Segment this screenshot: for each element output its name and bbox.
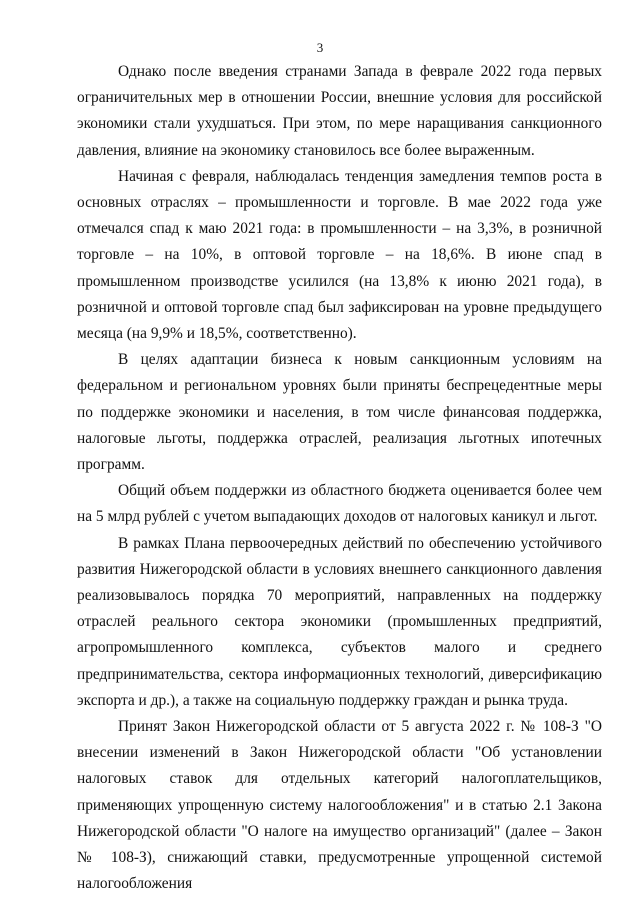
page-number: 3 — [316, 40, 324, 55]
paragraph-growth-slowdown: Начиная с февраля, наблюдалась тенденция замедления темпов роста в основных отраслях – промышленности и торговле. В мае 2022 года уже отмечался спад к маю 2021 года: в промышленности – на 3,3%, в розничной торговле – на 10%, в оптовой торговле – на 18,6%. В июне спад в промышленном производстве усилился (на 13,8% к июню 2021 года), в розничной и оптовой торговле спад был зафиксирован на уровне предыдущего месяца (на 9,9% и 18,5%, соответственно). — [77, 167, 602, 343]
paragraph-action-plan: В рамках Плана первоочередных действий по обеспечению устойчивого развития Нижегородской области в условиях внешнего санкционного давления реализовывалось порядка 70 мероприятий, направленных на поддержку отраслей реального сектора экономики (промышленных предприятий, агропромышленного комплекса, субъектов малого и среднего предпринимательства, сектора информационных технологий, диверсификацию экспорта и др.), а также на социальную поддержку граждан и рынка труда. — [77, 534, 602, 709]
document-body — [77, 59, 602, 898]
paragraph-support-measures: В целях адаптации бизнеса к новым санкционным условиям на федеральном и региональном уровнях были приняты беспрецедентные меры по поддержке экономики и населения, в том числе финансовая поддержка, налоговые льготы, поддержка отраслей, реализация льготных ипотечных программ. — [77, 351, 602, 474]
paragraph-regional-budget: Общий объем поддержки из областного бюджета оценивается более чем на 5 млрд рублей с учетом выпадающих доходов от налоговых каникул и льгот. — [77, 482, 602, 526]
paragraph-sanctions-intro: Однако после введения странами Запада в феврале 2022 года первых ограничительных мер в отношении России, внешние условия для российской экономики стали ухудшаться. При этом, по мере наращивания санкционного давления, влияние на экономику становилось все более выраженным. — [77, 63, 602, 159]
paragraph-law-108: Принят Закон Нижегородской области от 5 августа 2022 г. № 108-З "О внесении изменений в Закон Нижегородской области "Об установлении налоговых ставок для отдельных категорий налогоплательщиков, применяющих упрощенную систему налогообложения" и в статью 2.1 Закона Нижегородской области "О налоге на имущество организаций" (далее – Закон № 108-З), снижающий ставки, предусмотренные упрощенной системой налогообложения — [77, 718, 602, 893]
